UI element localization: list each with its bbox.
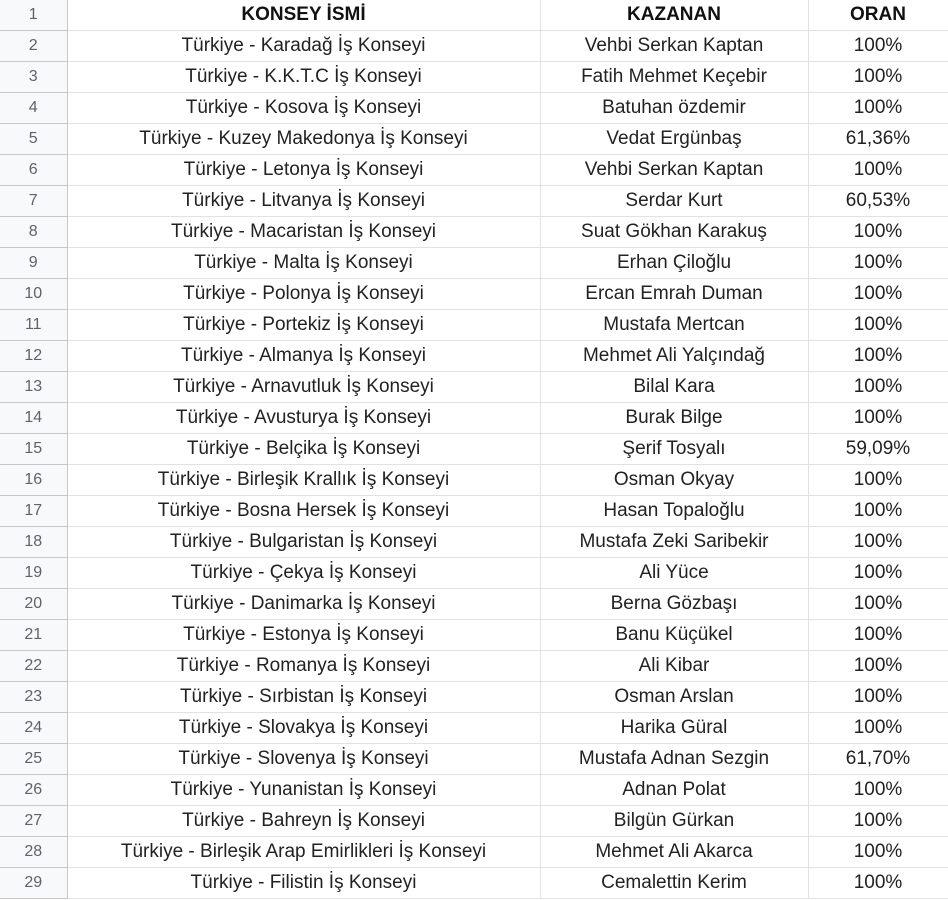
cell-rate[interactable]: 100% [808,558,948,589]
cell-rate[interactable]: 100% [808,248,948,279]
cell-rate[interactable]: 61,36% [808,124,948,155]
cell-winner[interactable]: Banu Küçükel [540,620,808,651]
table-row [0,713,948,744]
row-number[interactable]: 19 [0,558,67,589]
table-row [0,682,948,713]
cell-winner[interactable]: Mehmet Ali Akarca [540,837,808,868]
cell-winner[interactable]: Adnan Polat [540,775,808,806]
table-row [0,341,948,372]
cell-rate[interactable]: 100% [808,868,948,899]
table-row [0,124,948,155]
cell-council-name[interactable]: Türkiye - Birleşik Krallık İş Konseyi [67,465,540,496]
cell-council-name[interactable]: Türkiye - Bulgaristan İş Konseyi [67,527,540,558]
cell-council-name[interactable]: Türkiye - Macaristan İş Konseyi [67,217,540,248]
cell-council-name[interactable]: Türkiye - Letonya İş Konseyi [67,155,540,186]
row-number[interactable]: 12 [0,341,67,372]
cell-rate[interactable]: 100% [808,775,948,806]
table-row [0,558,948,589]
row-number[interactable]: 18 [0,527,67,558]
cell-rate[interactable]: 100% [808,589,948,620]
cell-council-name[interactable]: Türkiye - Estonya İş Konseyi [67,620,540,651]
cell-winner[interactable]: Mehmet Ali Yalçındağ [540,341,808,372]
row-number[interactable]: 24 [0,713,67,744]
header-cell-council-name[interactable]: KONSEY İSMİ [67,0,540,31]
cell-council-name[interactable]: Türkiye - K.K.T.C İş Konseyi [67,62,540,93]
cell-winner[interactable]: Bilal Kara [540,372,808,403]
cell-winner[interactable]: Osman Okyay [540,465,808,496]
header-row [0,0,948,31]
cell-winner[interactable]: Mustafa Adnan Sezgin [540,744,808,775]
row-number[interactable]: 23 [0,682,67,713]
cell-rate[interactable]: 100% [808,806,948,837]
cell-winner[interactable]: Harika Güral [540,713,808,744]
row-number[interactable]: 2 [0,31,67,62]
table-row [0,434,948,465]
table-row [0,651,948,682]
row-number[interactable]: 10 [0,279,67,310]
cell-rate[interactable]: 100% [808,465,948,496]
cell-council-name[interactable]: Türkiye - Sırbistan İş Konseyi [67,682,540,713]
cell-council-name[interactable]: Türkiye - Almanya İş Konseyi [67,341,540,372]
cell-council-name[interactable]: Türkiye - Litvanya İş Konseyi [67,186,540,217]
cell-winner[interactable]: Berna Gözbaşı [540,589,808,620]
cell-rate[interactable]: 100% [808,713,948,744]
cell-council-name[interactable]: Türkiye - Bosna Hersek İş Konseyi [67,496,540,527]
row-number[interactable]: 27 [0,806,67,837]
cell-winner[interactable]: Serdar Kurt [540,186,808,217]
cell-rate[interactable]: 100% [808,496,948,527]
cell-winner[interactable]: Cemalettin Kerim [540,868,808,899]
cell-winner[interactable]: Mustafa Mertcan [540,310,808,341]
cell-rate[interactable]: 100% [808,372,948,403]
cell-winner[interactable]: Vehbi Serkan Kaptan [540,155,808,186]
cell-rate[interactable]: 60,53% [808,186,948,217]
table-row [0,217,948,248]
cell-winner[interactable]: Ali Kibar [540,651,808,682]
cell-winner[interactable]: Ercan Emrah Duman [540,279,808,310]
cell-winner[interactable]: Vedat Ergünbaş [540,124,808,155]
header-cell-winner[interactable]: KAZANAN [540,0,808,31]
cell-council-name[interactable]: Türkiye - Kuzey Makedonya İş Konseyi [67,124,540,155]
cell-winner[interactable]: Erhan Çiloğlu [540,248,808,279]
table-row [0,465,948,496]
table-row [0,868,948,899]
cell-rate[interactable]: 100% [808,62,948,93]
row-number[interactable]: 5 [0,124,67,155]
cell-rate[interactable]: 59,09% [808,434,948,465]
table-row [0,527,948,558]
table-row [0,31,948,62]
cell-winner[interactable]: Bilgün Gürkan [540,806,808,837]
cell-council-name[interactable]: Türkiye - Kosova İş Konseyi [67,93,540,124]
row-number[interactable]: 1 [0,0,67,31]
cell-rate[interactable]: 100% [808,682,948,713]
row-number[interactable]: 14 [0,403,67,434]
table-row [0,372,948,403]
table-row [0,403,948,434]
row-number[interactable]: 20 [0,589,67,620]
cell-rate[interactable]: 100% [808,155,948,186]
table-row [0,186,948,217]
cell-rate[interactable]: 100% [808,310,948,341]
cell-winner[interactable]: Osman Arslan [540,682,808,713]
cell-council-name[interactable]: Türkiye - Slovenya İş Konseyi [67,744,540,775]
cell-rate[interactable]: 100% [808,837,948,868]
row-number[interactable]: 22 [0,651,67,682]
cell-winner[interactable]: Batuhan özdemir [540,93,808,124]
table-row [0,775,948,806]
cell-rate[interactable]: 100% [808,403,948,434]
cell-council-name[interactable]: Türkiye - Romanya İş Konseyi [67,651,540,682]
cell-winner[interactable]: Suat Gökhan Karakuş [540,217,808,248]
table-row [0,496,948,527]
cell-winner[interactable]: Burak Bilge [540,403,808,434]
cell-rate[interactable]: 100% [808,527,948,558]
cell-council-name[interactable]: Türkiye - Danimarka İş Konseyi [67,589,540,620]
cell-rate[interactable]: 100% [808,651,948,682]
cell-council-name[interactable]: Türkiye - Polonya İş Konseyi [67,279,540,310]
cell-rate[interactable]: 100% [808,341,948,372]
row-number[interactable]: 4 [0,93,67,124]
row-number[interactable]: 7 [0,186,67,217]
cell-council-name[interactable]: Türkiye - Bahreyn İş Konseyi [67,806,540,837]
cell-winner[interactable]: Şerif Tosyalı [540,434,808,465]
row-number[interactable]: 13 [0,372,67,403]
table-row [0,837,948,868]
row-number[interactable]: 9 [0,248,67,279]
cell-council-name[interactable]: Türkiye - Malta İş Konseyi [67,248,540,279]
row-number[interactable]: 21 [0,620,67,651]
cell-rate[interactable]: 100% [808,620,948,651]
cell-council-name[interactable]: Türkiye - Karadağ İş Konseyi [67,31,540,62]
header-cell-rate[interactable]: ORAN [808,0,948,31]
cell-council-name[interactable]: Türkiye - Arnavutluk İş Konseyi [67,372,540,403]
table-row [0,155,948,186]
table-row [0,93,948,124]
table-row [0,62,948,93]
row-number[interactable]: 26 [0,775,67,806]
cell-council-name[interactable]: Türkiye - Belçika İş Konseyi [67,434,540,465]
cell-winner[interactable]: Fatih Mehmet Keçebir [540,62,808,93]
row-number[interactable]: 29 [0,868,67,899]
table-row [0,744,948,775]
cell-winner[interactable]: Hasan Topaloğlu [540,496,808,527]
table-row [0,279,948,310]
cell-council-name[interactable]: Türkiye - Birleşik Arap Emirlikleri İş Konseyi [67,837,540,868]
row-number[interactable]: 28 [0,837,67,868]
table-row [0,620,948,651]
cell-rate[interactable]: 100% [808,31,948,62]
row-number[interactable]: 6 [0,155,67,186]
cell-council-name[interactable]: Türkiye - Çekya İş Konseyi [67,558,540,589]
cell-winner[interactable]: Ali Yüce [540,558,808,589]
cell-rate[interactable]: 100% [808,279,948,310]
table-row [0,589,948,620]
cell-council-name[interactable]: Türkiye - Yunanistan İş Konseyi [67,775,540,806]
cell-winner[interactable]: Vehbi Serkan Kaptan [540,31,808,62]
cell-rate[interactable]: 100% [808,93,948,124]
cell-rate[interactable]: 100% [808,217,948,248]
cell-council-name[interactable]: Türkiye - Slovakya İş Konseyi [67,713,540,744]
table-row [0,248,948,279]
cell-winner[interactable]: Mustafa Zeki Saribekir [540,527,808,558]
cell-council-name[interactable]: Türkiye - Avusturya İş Konseyi [67,403,540,434]
cell-council-name[interactable]: Türkiye - Filistin İş Konseyi [67,868,540,899]
table-row [0,806,948,837]
cell-rate[interactable]: 61,70% [808,744,948,775]
row-number[interactable]: 8 [0,217,67,248]
row-number[interactable]: 11 [0,310,67,341]
row-number[interactable]: 15 [0,434,67,465]
row-number[interactable]: 3 [0,62,67,93]
row-number[interactable]: 17 [0,496,67,527]
cell-council-name[interactable]: Türkiye - Portekiz İş Konseyi [67,310,540,341]
row-number[interactable]: 25 [0,744,67,775]
table-row [0,310,948,341]
row-number[interactable]: 16 [0,465,67,496]
